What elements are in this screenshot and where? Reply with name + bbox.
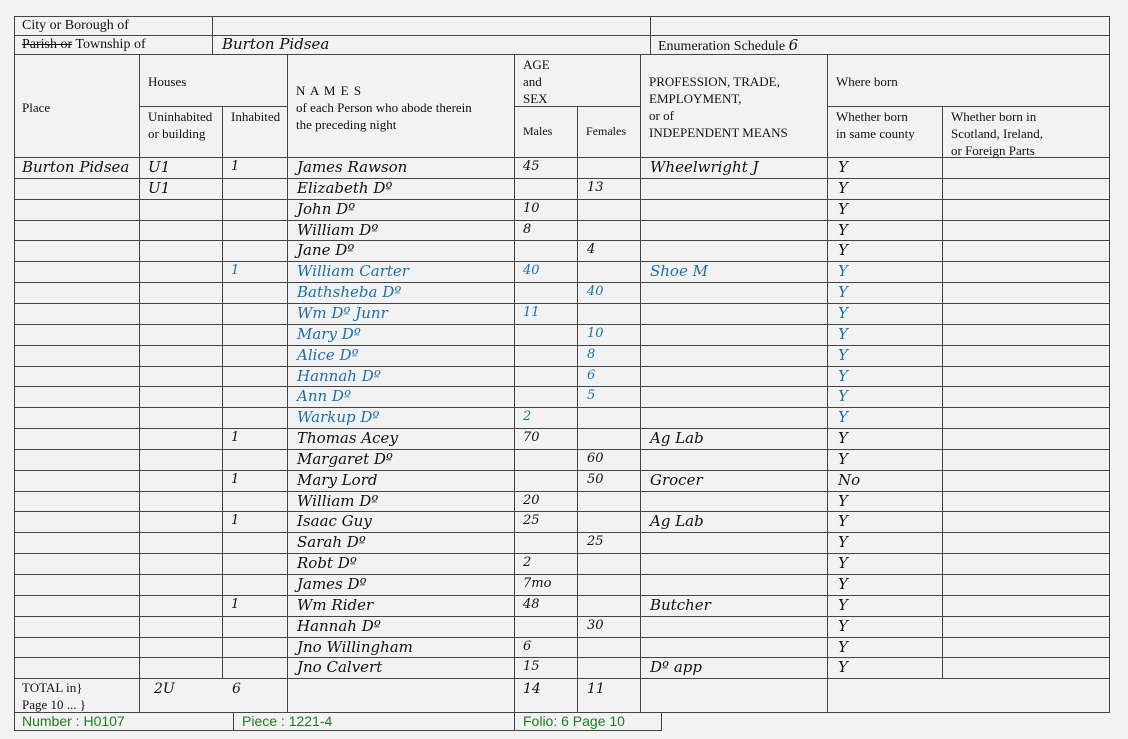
- totals-females: 11: [587, 681, 605, 697]
- cell-males: 11: [523, 305, 540, 320]
- cell-name: Jno Calvert: [297, 658, 383, 676]
- col-scotland-2: Scotland, Ireland,: [951, 126, 1044, 141]
- col-same-county-2: in same county: [836, 126, 915, 141]
- cell-name: John Dº: [297, 200, 356, 218]
- col-profession-1: PROFESSION, TRADE,: [649, 74, 780, 89]
- parish-strike: Parish or: [22, 37, 73, 52]
- cell-profession: Shoe M: [650, 262, 708, 280]
- col-same-county-1: Whether born: [836, 109, 908, 124]
- col-scotland-3: or Foreign Parts: [951, 143, 1035, 158]
- cell-same-county: Y: [838, 158, 848, 176]
- cell-inhabited: 1: [231, 472, 240, 487]
- cell-females: 30: [587, 618, 604, 633]
- cell-name: Bathsheba Dº: [297, 283, 402, 301]
- cell-same-county: Y: [838, 387, 848, 405]
- cell-inhabited: 1: [231, 159, 240, 174]
- cell-same-county: Y: [838, 429, 848, 447]
- cell-females: 4: [587, 242, 596, 257]
- cell-profession: Butcher: [650, 596, 711, 614]
- col-names-2: of each Person who abode therein: [296, 100, 472, 115]
- cell-males: 45: [523, 159, 540, 174]
- cell-females: 8: [587, 347, 596, 362]
- cell-same-county: Y: [838, 512, 848, 530]
- cell-males: 7mo: [523, 576, 552, 591]
- cell-same-county: Y: [838, 617, 848, 635]
- footer-piece: Piece : 1221-4: [242, 713, 333, 729]
- cell-name: Jane Dº: [297, 241, 355, 259]
- col-where-born: Where born: [836, 74, 898, 89]
- cell-males: 8: [523, 222, 532, 237]
- cell-females: 40: [587, 284, 604, 299]
- cell-uninhabited: U1: [148, 179, 171, 197]
- cell-profession: Ag Lab: [650, 512, 704, 530]
- cell-name: Wm Rider: [297, 596, 374, 614]
- cell-profession: Wheelwright J: [650, 158, 759, 176]
- cell-males: 10: [523, 201, 540, 216]
- cell-same-county: Y: [838, 450, 848, 468]
- col-scotland-1: Whether born in: [951, 109, 1037, 124]
- totals-males: 14: [523, 681, 541, 697]
- col-houses: Houses: [148, 74, 187, 89]
- cell-females: 6: [587, 368, 596, 383]
- footer-number: Number : H0107: [22, 713, 125, 729]
- cell-same-county: Y: [838, 200, 848, 218]
- cell-name: Thomas Acey: [297, 429, 398, 447]
- cell-males: 40: [523, 263, 540, 278]
- cell-same-county: Y: [838, 533, 848, 551]
- cell-name: Mary Lord: [297, 471, 378, 489]
- cell-same-county: Y: [838, 262, 848, 280]
- totals-label-2: Page 10 ... }: [22, 697, 87, 712]
- cell-inhabited: 1: [231, 263, 240, 278]
- cell-same-county: Y: [838, 179, 848, 197]
- schedule-label: [658, 37, 798, 55]
- cell-inhabited: 1: [231, 513, 240, 528]
- col-profession-2: EMPLOYMENT,: [649, 91, 742, 106]
- col-age-1: AGE: [523, 57, 550, 72]
- cell-males: 6: [523, 639, 532, 654]
- schedule-label-text: Enumeration Schedule: [658, 39, 786, 54]
- cell-name: Sarah Dº: [297, 533, 366, 551]
- col-age-2: and: [523, 74, 542, 89]
- col-uninhabited-1: Uninhabited: [148, 109, 213, 124]
- cell-name: Margaret Dº: [297, 450, 393, 468]
- cell-name: Elizabeth Dº: [297, 179, 393, 197]
- footer-folio: Folio: 6 Page 10: [523, 713, 625, 729]
- col-age-3: SEX: [523, 91, 548, 106]
- schedule-value: 6: [788, 36, 799, 54]
- cell-females: 25: [587, 534, 604, 549]
- cell-same-county: Y: [838, 554, 848, 572]
- col-uninhabited-2: or building: [148, 126, 206, 141]
- township-label: Township of: [72, 37, 146, 52]
- totals-uninhabited: 2U: [154, 681, 175, 697]
- cell-males: 48: [523, 597, 540, 612]
- township-value: Burton Pidsea: [222, 35, 330, 53]
- cell-name: Isaac Guy: [297, 512, 372, 530]
- cell-same-county: Y: [838, 575, 848, 593]
- cell-profession: Grocer: [650, 471, 703, 489]
- cell-males: 15: [523, 659, 540, 674]
- cell-name: Jno Willingham: [297, 638, 413, 656]
- cell-inhabited: 1: [231, 597, 240, 612]
- parish-township-label: [22, 37, 146, 53]
- cell-name: James Dº: [297, 575, 367, 593]
- cell-inhabited: 1: [231, 430, 240, 445]
- cell-name: William Dº: [297, 492, 379, 510]
- cell-females: 5: [587, 388, 596, 403]
- cell-profession: Ag Lab: [650, 429, 704, 447]
- cell-same-county: Y: [838, 638, 848, 656]
- cell-place: Burton Pidsea: [22, 158, 130, 176]
- col-profession-4: INDEPENDENT MEANS: [649, 125, 788, 140]
- cell-uninhabited: U1: [148, 158, 171, 176]
- city-label: City or Borough of: [22, 18, 129, 33]
- cell-name: Mary Dº: [297, 325, 361, 343]
- cell-males: 2: [523, 409, 532, 424]
- cell-name: James Rawson: [297, 158, 408, 176]
- cell-same-county: Y: [838, 367, 848, 385]
- cell-same-county: Y: [838, 241, 848, 259]
- cell-same-county: Y: [838, 325, 848, 343]
- cell-name: Wm Dº Junr: [297, 304, 388, 322]
- col-females: Females: [586, 124, 626, 138]
- cell-name: Hannah Dº: [297, 367, 381, 385]
- cell-males: 25: [523, 513, 540, 528]
- cell-name: Hannah Dº: [297, 617, 381, 635]
- cell-name: Ann Dº: [297, 387, 352, 405]
- col-place: Place: [22, 100, 51, 115]
- cell-same-county: Y: [838, 492, 848, 510]
- cell-females: 50: [587, 472, 604, 487]
- cell-females: 10: [587, 326, 604, 341]
- col-inhabited: Inhabited: [231, 109, 281, 124]
- col-names-3: the preceding night: [296, 117, 397, 132]
- cell-same-county: Y: [838, 304, 848, 322]
- cell-same-county: No: [838, 471, 861, 489]
- cell-same-county: Y: [838, 221, 848, 239]
- cell-name: William Carter: [297, 262, 409, 280]
- col-profession-3: or of: [649, 108, 674, 123]
- cell-same-county: Y: [838, 596, 848, 614]
- totals-inhabited: 6: [232, 681, 241, 697]
- cell-name: Robt Dº: [297, 554, 357, 572]
- cell-females: 60: [587, 451, 604, 466]
- main-table: [14, 54, 1110, 713]
- cell-name: William Dº: [297, 221, 379, 239]
- cell-name: Warkup Dº: [297, 408, 380, 426]
- cell-males: 70: [523, 430, 540, 445]
- cell-males: 20: [523, 493, 540, 508]
- col-names-1: N A M E S: [296, 83, 363, 98]
- cell-name: Alice Dº: [297, 346, 359, 364]
- cell-same-county: Y: [838, 346, 848, 364]
- cell-females: 13: [587, 180, 604, 195]
- cell-same-county: Y: [838, 408, 848, 426]
- totals-label-1: TOTAL in}: [22, 680, 83, 695]
- col-males: Males: [523, 124, 553, 138]
- cell-same-county: Y: [838, 283, 848, 301]
- cell-same-county: Y: [838, 658, 848, 676]
- cell-males: 2: [523, 555, 532, 570]
- cell-profession: Dº app: [650, 658, 702, 676]
